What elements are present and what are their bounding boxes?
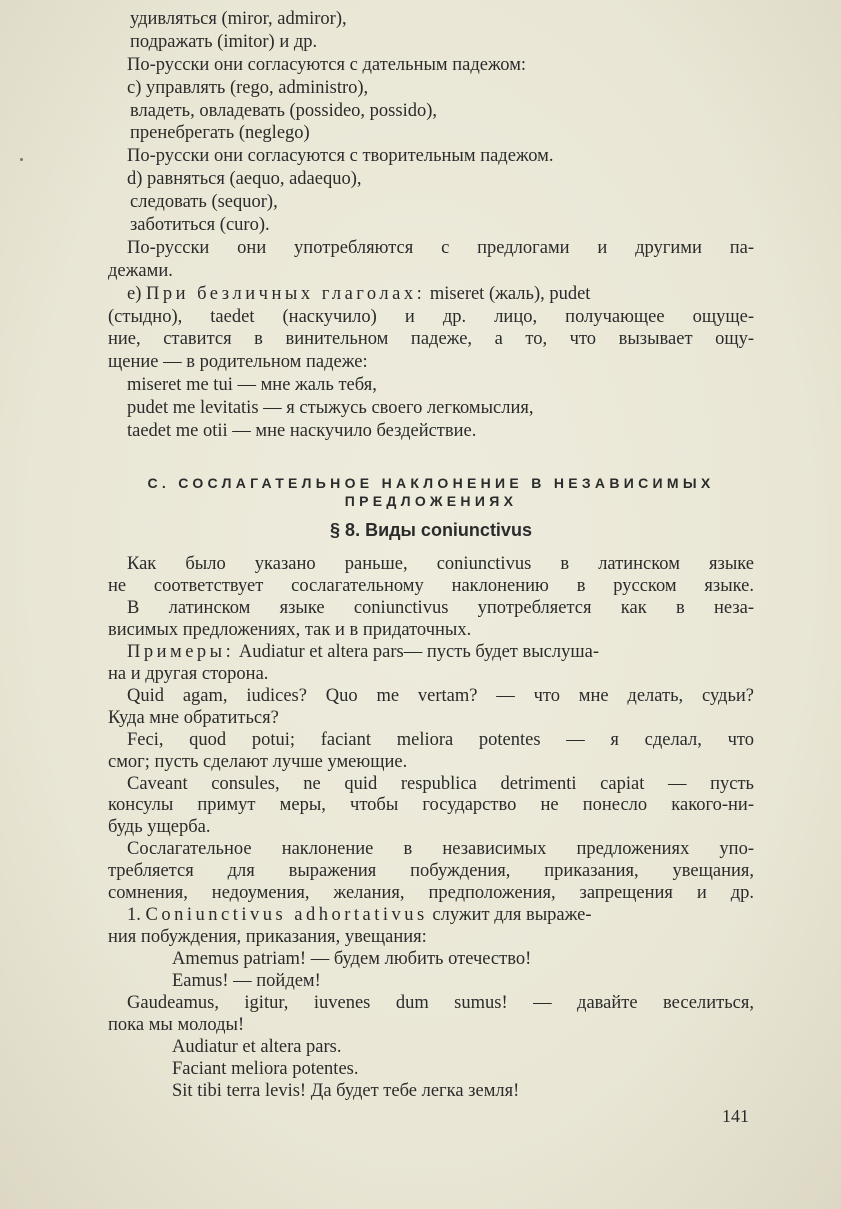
text-line: Сослагательное наклонение в независимых предложениях упо-	[127, 839, 754, 860]
text-line: пока мы молоды!	[108, 1015, 245, 1036]
text-block-verbs	[108, 8, 754, 443]
text-line: смог; пусть сделают лучше умеющие.	[108, 751, 408, 772]
text-line: требляется для выражения побуждения, приказания, увещания,	[108, 861, 754, 882]
text-line: В латинском языке coniunctivus употребляется как в неза-	[127, 597, 754, 618]
example-line: Amemus patriam! — будем любить отечество!	[172, 949, 532, 970]
text-fragment: Audiatur et altera pars— пусть будет выслуша-	[234, 641, 599, 662]
example-line: Faciant meliora potentes.	[172, 1058, 359, 1079]
text-line: консулы примут меры, чтобы государство не понесло какого-ни-	[108, 795, 754, 816]
text-line: подражать (imitor) и др.	[130, 31, 318, 52]
scan-speck	[20, 158, 23, 161]
chapter-heading-line: C. СОСЛАГАТЕЛЬНОЕ НАКЛОНЕНИЕ В НЕЗАВИСИМЫХ	[147, 475, 715, 491]
item-marker: e)	[127, 283, 146, 304]
text-line: Как было указано раньше, coniunctivus в латинском языке	[127, 554, 754, 574]
text-line	[108, 283, 754, 306]
text-line: Feci, quod potui; faciant meliora potentes — я сделал, что	[127, 729, 754, 750]
text-line: c) управлять (rego, administro),	[127, 77, 369, 98]
text-line: висимых предложениях, так и в придаточных.	[108, 619, 472, 640]
text-line: будь ущерба.	[108, 817, 211, 838]
text-line	[108, 642, 754, 664]
text-fragment: служит для выраже-	[427, 905, 592, 926]
text-line: Куда мне обратиться?	[108, 707, 279, 728]
example-line: miseret me tui — мне жаль тебя,	[127, 375, 377, 396]
text-line: сомнения, недоумения, желания, предположения, запрещения и др.	[108, 883, 754, 904]
example-line: Audiatur et altera pars.	[172, 1036, 342, 1057]
text-line: d) равняться (aequo, adaequo),	[127, 169, 362, 190]
text-line: По-русски они употребляются с предлогами и другими па-	[127, 237, 754, 258]
item-marker: 1.	[127, 905, 146, 926]
text-line: не соответствует сослагательному наклонению в русском языке.	[108, 575, 754, 596]
text-line: По-русски они согласуются с творительным падежом.	[127, 146, 554, 167]
text-line: следовать (sequor),	[130, 192, 278, 213]
example-line: pudet me levitatis — я стыжусь своего легкомыслия,	[127, 398, 534, 419]
text-block-coniunctivus	[108, 554, 754, 1103]
text-line	[108, 905, 754, 927]
text-line: владеть, овладевать (possideo, possido),	[130, 100, 437, 121]
text-fragment: miseret (жаль), pudet	[425, 283, 591, 304]
text-line: По-русски они согласуются с дательным падежом:	[127, 54, 527, 75]
text-line: щение — в родительном падеже:	[108, 352, 368, 373]
text-line: (стыдно), taedet (наскучило) и др. лицо, получающее ощуще-	[108, 306, 754, 327]
example-line: taedet me otii — мне наскучило бездействие.	[127, 421, 477, 442]
text-line: заботиться (curo).	[130, 215, 270, 236]
text-line: Gaudeamus, igitur, iuvenes dum sumus! — давайте веселиться,	[127, 993, 754, 1014]
text-line: ние, ставится в винительном падеже, а то, что вызывает ощу-	[108, 329, 754, 350]
text-line: удивляться (miror, admiror),	[130, 9, 347, 29]
chapter-heading-line: ПРЕДЛОЖЕНИЯХ	[344, 493, 518, 509]
spaced-emphasis: Coniunctivus adhortativus	[145, 905, 428, 926]
spaced-emphasis: При безличных глаголах:	[146, 283, 426, 304]
example-line: Sit tibi terra levis! Да будет тебе легка земля!	[172, 1080, 520, 1101]
section-title: § 8. Виды coniunctivus	[330, 520, 532, 540]
spaced-emphasis: Примеры:	[127, 641, 235, 662]
text-line: Caveant consules, ne quid respublica detrimenti capiat — пусть	[127, 773, 754, 794]
example-line: Eamus! — пойдем!	[172, 971, 321, 992]
text-line: дежами.	[108, 260, 173, 281]
chapter-heading	[108, 474, 754, 510]
text-line: Quid agam, iudices? Quo me vertam? — что мне делать, судьи?	[127, 685, 754, 706]
page-number: 141	[722, 1106, 749, 1126]
text-line: ния побуждения, приказания, увещания:	[108, 927, 427, 948]
text-line: на и другая сторона.	[108, 663, 269, 684]
text-line: пренебрегать (neglego)	[130, 123, 310, 144]
